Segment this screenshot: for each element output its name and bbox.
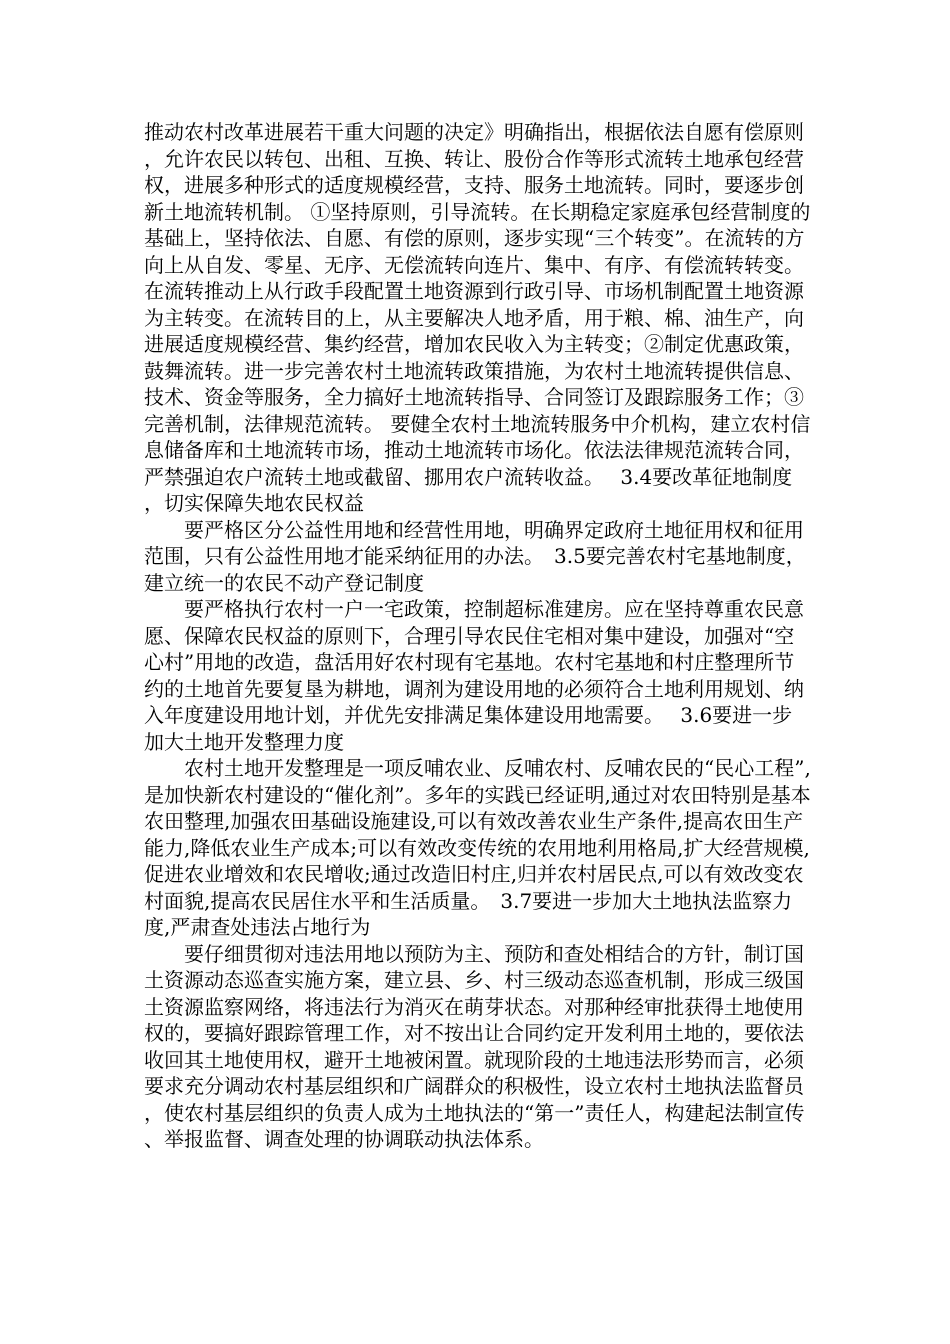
paragraph-5: 要仔细贯彻对违法用地以预防为主、预防和查处相结合的方针，制订国土资源动态巡查实施方案，建立县、乡、村三级动态巡查机制，形成三级国土资源监察网络，将违法行为消灭在萌芽状态。对那种经审批获得土地使用权的，要搞好跟踪管理工作，对不按出让合同约定开发利用土地的，要依法收回其土地使用权，避开土地被闲置。就现阶段的土地违法形势而言，必须要求充分调动农村基层组织和广阔群众的积极性，设立农村土地执法监督员，使农村基层组织的负责人成为土地执法的“第一”责任人，构建起法制宣传、举报监督、调查处理的协调联动执法体系。 — [144, 941, 805, 1151]
paragraph-2: 要严格区分公益性用地和经营性用地，明确界定政府土地征用权和征用范围，只有公益性用地才能采纳征用的办法。 3.5要完善农村宅基地制度，建立统一的农民不动产登记制度 — [144, 517, 806, 595]
paragraph-3: 要严格执行农村一户一宅政策，控制超标准建房。应在坚持尊重农民意愿、保障农民权益的原则下，合理引导农民住宅相对集中建设，加强对“空心村”用地的改造，盘活用好农村现有宅基地。农村宅基地和村庄整理所节约的土地首先要复垦为耕地，调剂为建设用地的必须符合土地利用规划、纳入年度建设用地计划，并优先安排满足集体建设用地需要。 3.6要进一步加大土地开发整理力度 — [144, 597, 804, 754]
document-body — [144, 119, 812, 1153]
paragraph-4: 农村土地开发整理是一项反哺农业、反哺农村、反哺农民的“民心工程”,是加快新农村建设的“催化剂”。多年的实践已经证明,通过对农田特别是基本农田整理,加强农田基础设施建设,可以有效改善农业生产条件,提高农田生产能力,降低农业生产成本;可以有效改变传统的农用地利用格局,扩大经营规模,促进农业增效和农民增收;通过改造旧村庄,归并农村居民点,可以有效改变农村面貌,提高农民居住水平和生活质量。 3.7要进一步加大土地执法监察力度,严肃查处违法占地行为 — [144, 756, 811, 939]
paragraph-1: 推动农村改革进展若干重大问题的决定》明确指出，根据依法自愿有偿原则，允许农民以转包、出租、互换、转让、股份合作等形式流转土地承包经营权，进展多种形式的适度规模经营，支持、服务土地流转。同时，要逐步创新土地流转机制。 ①坚持原则，引导流转。在长期稳定家庭承包经营制度的基础上，坚持依法、自愿、有偿的原则，逐步实现“三个转变”。在流转的方向上从自发、零星、无序、无偿流转向连片、集中、有序、有偿流转转变。在流转推动上从行政手段配置土地资源到行政引导、市场机制配置土地资源为主转变。在流转目的上，从主要解决人地矛盾，用于粮、棉、油生产，向进展适度规模经营、集约经营，增加农民收入为主转变；②制定优惠政策，鼓舞流转。进一步完善农村土地流转政策措施，为农村土地流转提供信息、技术、资金等服务，全力搞好土地流转指导、合同签订及跟踪服务工作；③完善机制，法律规范流转。 要健全农村土地流转服务中介机构，建立农村信息储备库和土地流转市场，推动土地流转市场化。依法法律规范流转合同，严禁强迫农户流转土地或截留、挪用农户流转收益。 3.4要改革征地制度，切实保障失地农民权益 — [144, 120, 811, 515]
